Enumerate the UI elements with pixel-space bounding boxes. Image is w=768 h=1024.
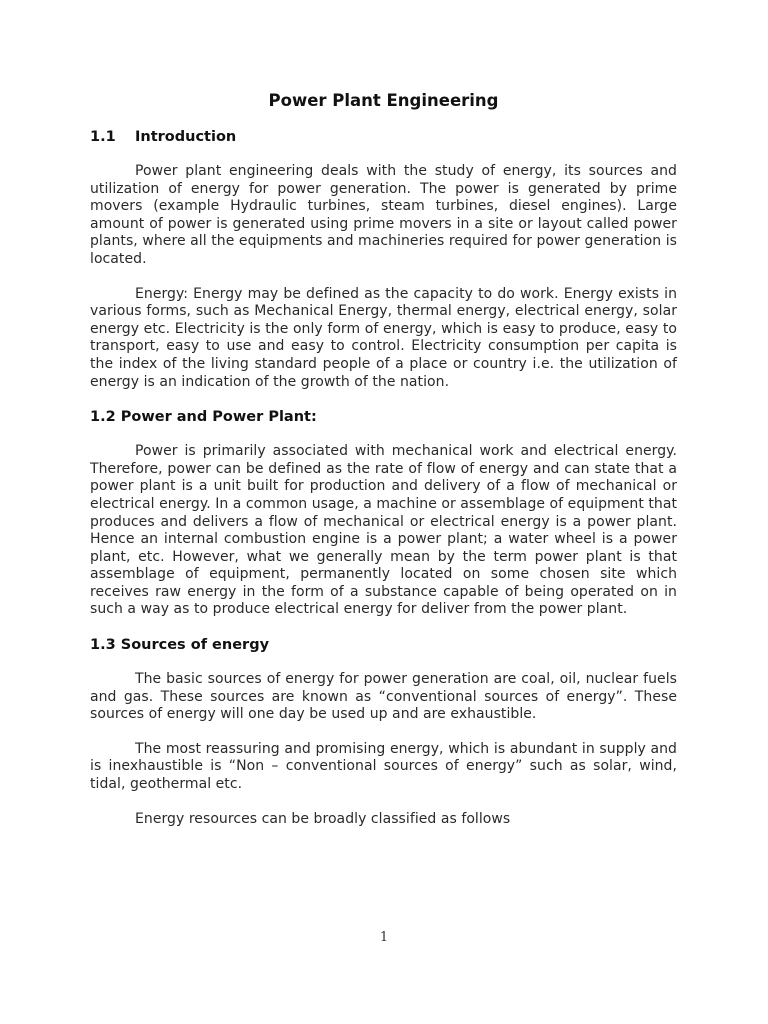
section-heading-introduction xyxy=(90,128,677,146)
section-title: Sources of energy xyxy=(120,637,270,654)
paragraph-classification-intro: Energy resources can be broadly classified as follows xyxy=(135,810,511,827)
page-content xyxy=(90,90,677,828)
section-number: 1.1 xyxy=(90,129,116,145)
paragraph-power-plant: Power is primarily associated with mechanical work and electrical energy. Therefore, power can be defined as the rate of flow of energy and can state that a power plant is a unit built for production and delivery of a flow of mechanical or electrical energy. In a common usage, a machine or assemblage of equipment that produces and delivers a flow of mechanical or electrical energy is a power plant. Hence an internal combustion engine is a power plant; a water wheel is a power plant, etc. However, what we generally mean by the term power plant is that assemblage of equipment, permanently located on some chosen site which receives raw energy in the form of a substance capable of being operated on in such a way as to produce electrical energy for deliver from the power plant. xyxy=(90,443,677,618)
section-title: Power and Power Plant: xyxy=(120,409,317,426)
section-heading-sources-of-energy xyxy=(90,636,677,654)
page-number: 1 xyxy=(379,930,389,945)
paragraph-energy-definition: Energy: Energy may be defined as the capacity to do work. Energy exists in various forms, such as Mechanical Energy, thermal energy, electrical energy, solar energy etc. Electricity is the only form of energy, which is easy to produce, easy to transport, easy to use and easy to control. Electricity consumption per capita is the index of the living standard people of a place or country i.e. the utilization of energy is an indication of the growth of the nation. xyxy=(90,285,677,390)
section-number: 1.2 xyxy=(90,409,116,426)
section-heading-power-and-power-plant xyxy=(90,408,677,426)
document-title: Power Plant Engineering xyxy=(268,91,499,110)
section-number: 1.3 xyxy=(90,637,116,654)
paragraph-non-conventional-sources: The most reassuring and promising energy, which is abundant in supply and is inexhaustible is “Non – conventional sources of energy” such as solar, wind, tidal, geothermal etc. xyxy=(90,740,677,793)
paragraph-introduction: Power plant engineering deals with the study of energy, its sources and utilization of energy for power generation. The power is generated by prime movers (example Hydraulic turbines, steam turbines, diesel engines). Large amount of power is generated using prime movers in a site or layout called power plants, where all the equipments and machineries required for power generation is located. xyxy=(90,163,677,267)
paragraph-conventional-sources: The basic sources of energy for power generation are coal, oil, nuclear fuels and gas. These sources are known as “conventional sources of energy”. These sources of energy will one day be used up and are exhaustible. xyxy=(90,671,677,723)
section-title: Introduction xyxy=(135,129,237,145)
